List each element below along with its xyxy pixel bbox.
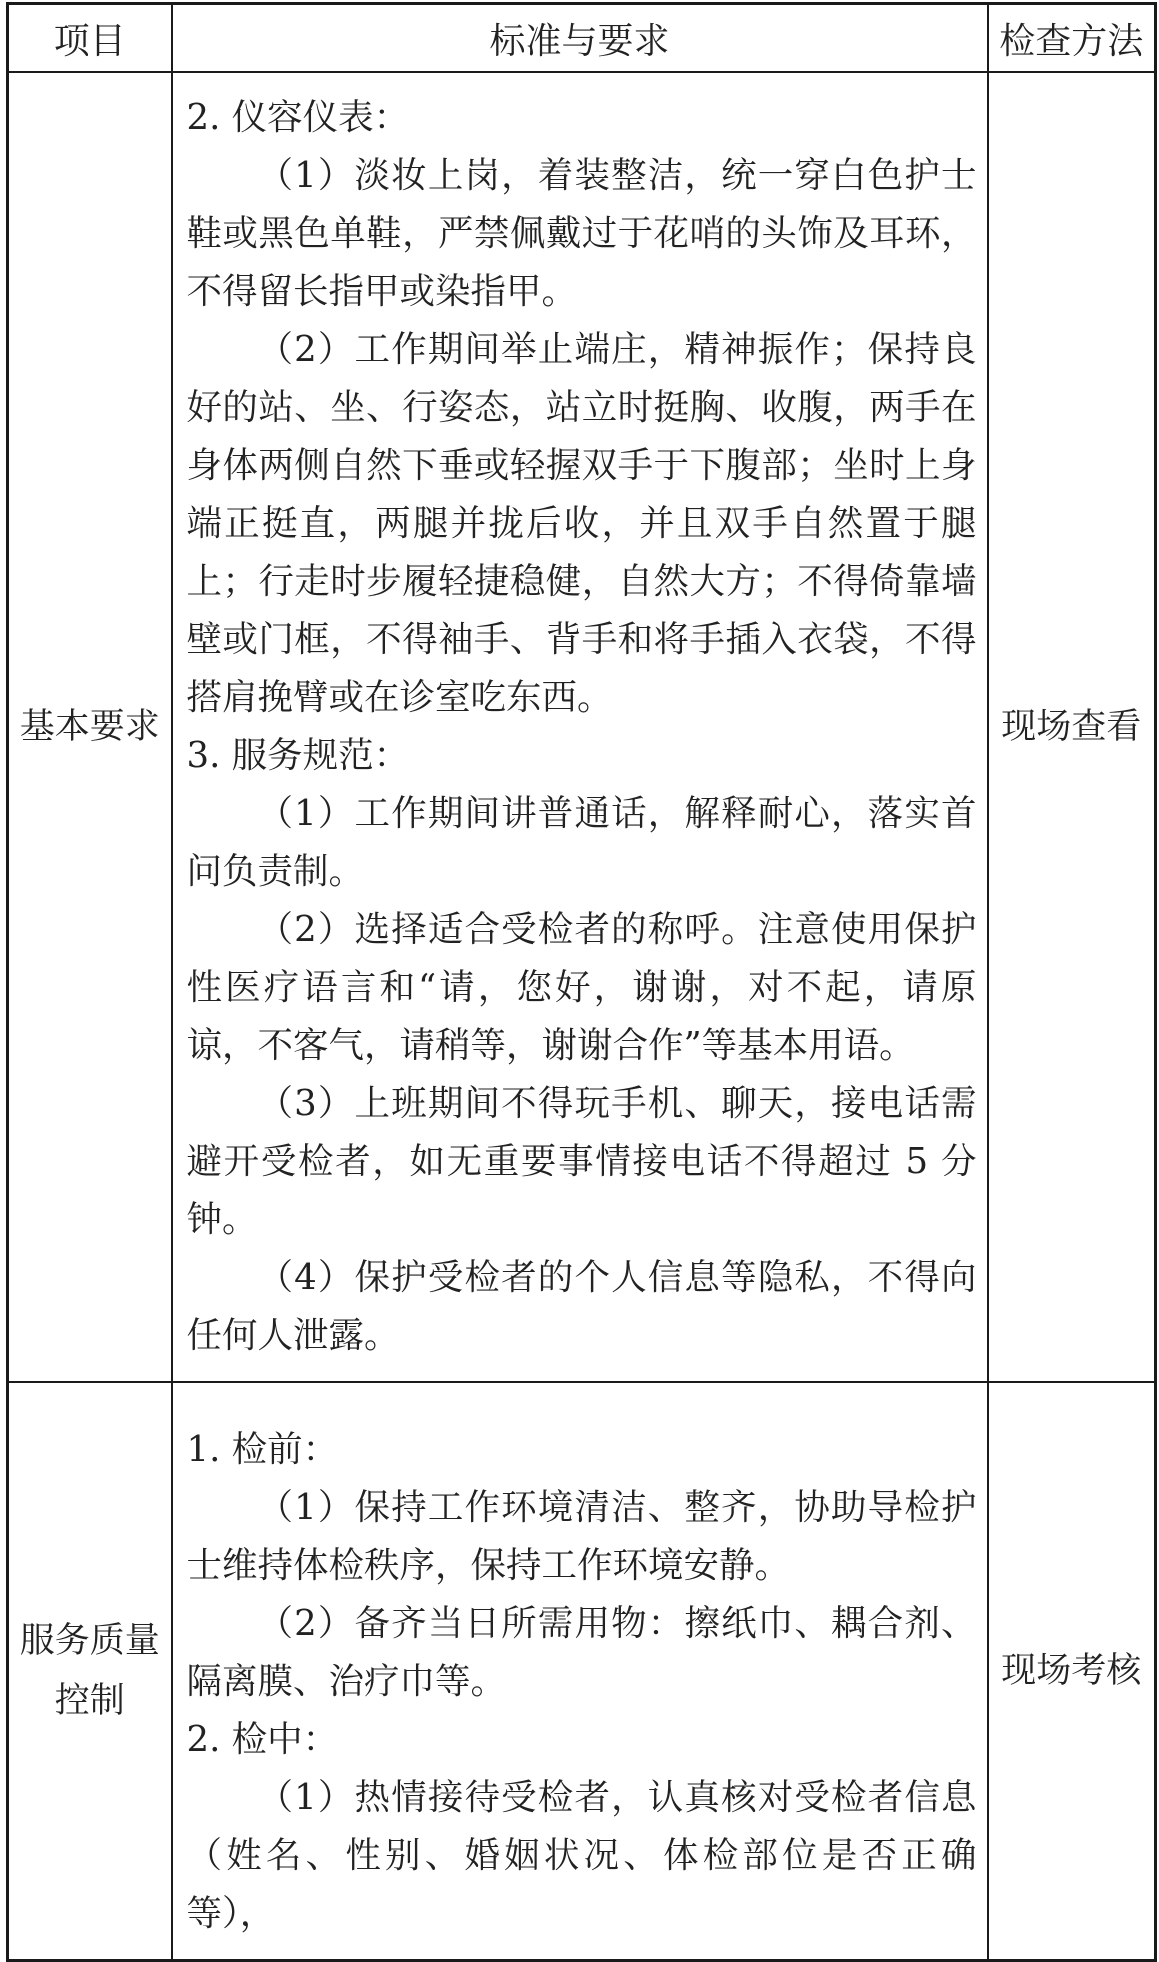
table-row — [8, 72, 1156, 1382]
requirement-paragraph: （2）工作期间举止端庄，精神振作；保持良好的站、坐、行姿态，站立时挺胸、收腹，两手在身体两侧自然下垂或轻握双手于下腹部；坐时上身端正挺直，两腿并拢后收，并且双手自然置于腿上；行走时步履轻捷稳健，自然大方；不得倚靠墙壁或门框，不得袖手、背手和将手插入衣袋，不得搭肩挽臂或在诊室吃东西。 — [186, 329, 977, 718]
row-item-label-line: 控制 — [54, 1681, 125, 1721]
row-standard-cell — [172, 72, 988, 1382]
row-method: 现场查看 — [988, 72, 1156, 1382]
table-header-row — [8, 4, 1156, 73]
section-heading: 2. 检中： — [186, 1719, 339, 1760]
row-standard-cell — [172, 1382, 988, 1961]
requirement-paragraph: （1）淡妆上岗，着装整洁，统一穿白色护士鞋或黑色单鞋，严禁佩戴过于花哨的头饰及耳环，不得留长指甲或染指甲。 — [186, 155, 977, 312]
row-item-label — [8, 1382, 172, 1961]
table-row — [8, 1382, 1156, 1961]
header-standard: 标准与要求 — [172, 4, 988, 73]
header-method: 检查方法 — [988, 4, 1156, 73]
requirement-paragraph: （2）选择适合受检者的称呼。注意使用保护性医疗语言和“请，您好，谢谢，对不起，请原谅，不客气，请稍等，谢谢合作”等基本用语。 — [186, 909, 977, 1066]
row-item-label-line: 服务质量 — [19, 1621, 160, 1661]
requirement-paragraph: （3）上班期间不得玩手机、聊天，接电话需避开受检者，如无重要事情接电话不得超过 5 分钟。 — [186, 1083, 977, 1240]
requirement-paragraph: （1）热情接待受检者，认真核对受检者信息（姓名、性别、婚姻状况、体检部位是否正确等）， — [186, 1777, 977, 1934]
requirement-paragraph: （2）备齐当日所需用物：擦纸巾、耦合剂、隔离膜、治疗巾等。 — [186, 1603, 977, 1702]
header-item: 项目 — [8, 4, 172, 73]
row-item-label: 基本要求 — [8, 72, 172, 1382]
section-heading: 2. 仪容仪表： — [186, 97, 410, 138]
requirement-paragraph: （4）保护受检者的个人信息等隐私，不得向任何人泄露。 — [186, 1257, 977, 1356]
section-heading: 1. 检前： — [186, 1429, 339, 1470]
row-method: 现场考核 — [988, 1382, 1156, 1961]
requirement-paragraph: （1）工作期间讲普通话，解释耐心，落实首问负责制。 — [186, 793, 977, 892]
section-heading: 3. 服务规范： — [186, 735, 410, 776]
requirement-paragraph: （1）保持工作环境清洁、整齐，协助导检护士维持体检秩序，保持工作环境安静。 — [186, 1487, 977, 1586]
standards-table — [6, 2, 1157, 1962]
